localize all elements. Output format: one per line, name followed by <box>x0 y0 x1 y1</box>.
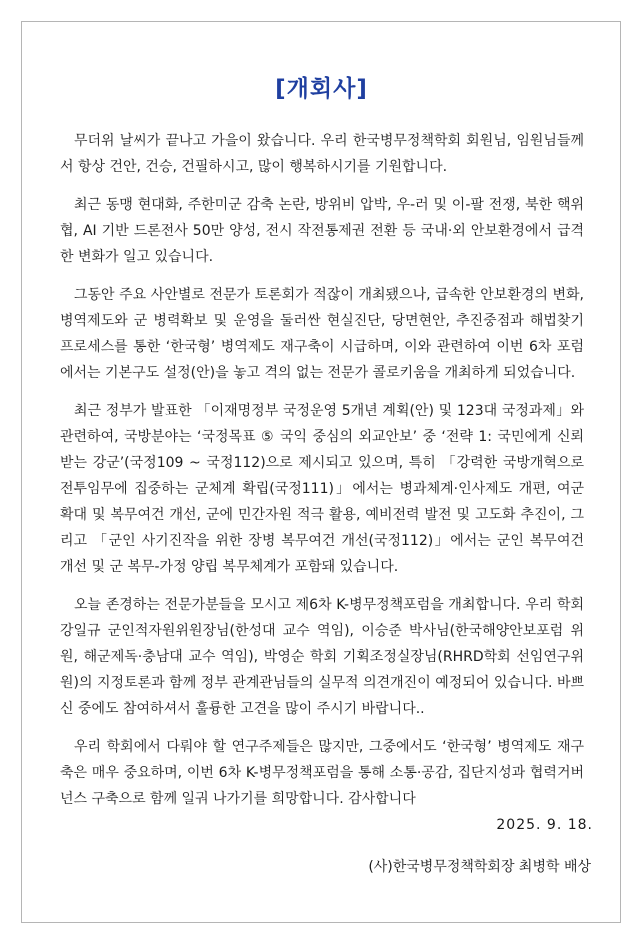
paragraph-1: 무더위 날씨가 끝나고 가을이 왔습니다. 우리 한국병무정책학회 회원님, 임원님들께서 항상 건안, 건승, 건필하시고, 많이 행복하시기를 기원합니다. <box>60 133 584 175</box>
paragraph-4: 최근 정부가 발표한 「이재명정부 국정운영 5개년 계획(안) 및 123대 국정과제」와 관련하여, 국방분야는 ‘국정목표 ⑤ 국익 중심의 외교안보’ 중 ‘전략 1: 국민에게 신뢰받는 강군’(국정109 ~ 국정112)으로 제시되고 있으며, 특히 「강력한 국방개혁으로 전투임무에 집중하는 군체계 확립(국정111)」에서는 병과체계·인사제도 개편, 여군 확대 및 복무여건 개선, 군에 민간자원 적극 활용, 예비전력 발전 및 고도화 추진이, 그리고 「군인 사기진작을 위한 장병 복무여건 개선(국정112)」에서는 군인 복무여건 개선 및 군 복무-가정 양립 복무체계가 포함돼 있습니다. <box>60 403 584 575</box>
paragraph-6: 우리 학회에서 다뤄야 할 연구주제들은 많지만, 그중에서도 ‘한국형’ 병역제도 재구축은 매우 중요하며, 이번 6차 K-병무정책포럼을 통해 소통·공감, 집단지성과 협력거버넌스 구축으로 함께 일궈 나가기를 희망합니다. 감사합니다 <box>60 739 584 807</box>
paragraph-3: 그동안 주요 사안별로 전문가 토론회가 적잖이 개최됐으나, 급속한 안보환경의 변화, 병역제도와 군 병력확보 및 운영을 둘러싼 현실진단, 당면현안, 추진중점과 해법찾기 프로세스를 통한 ‘한국형’ 병역제도 재구축이 시급하며, 이와 관련하여 이번 6차 포럼에서는 기본구도 설정(안)을 놓고 격의 없는 전문가 콜로키움을 개최하게 되었습니다. <box>60 287 584 381</box>
document-body <box>60 128 584 824</box>
paragraph-5: 오늘 존경하는 전문가분들을 모시고 제6차 K-병무정책포럼을 개최합니다. 우리 학회 강일규 군인적자원위원장님(한성대 교수 역임), 이승준 박사님(한국해양안보포럼 위원, 해군제독·충남대 교수 역임), 박영순 학회 기획조정실장님(RHRD학회 선임연구위원)의 지정토론과 함께 정부 관계관님들의 실무적 의견개진이 예정되어 있습니다. 바쁘신 중에도 참여하셔서 훌륭한 고견을 많이 주시기 바랍니다.. <box>60 597 584 717</box>
document-signature: (사)한국병무정책학회장 최병학 배상 <box>368 859 591 875</box>
document-title: [개회사] <box>275 76 368 102</box>
document-date: 2025. 9. 18. <box>496 817 593 833</box>
paragraph-2: 최근 동맹 현대화, 주한미군 감축 논란, 방위비 압박, 우-러 및 이-팔 전쟁, 북한 핵위협, AI 기반 드론전사 50만 양성, 전시 작전통제권 전환 등 국내·외 안보환경에서 급격한 변화가 일고 있습니다. <box>60 197 584 265</box>
